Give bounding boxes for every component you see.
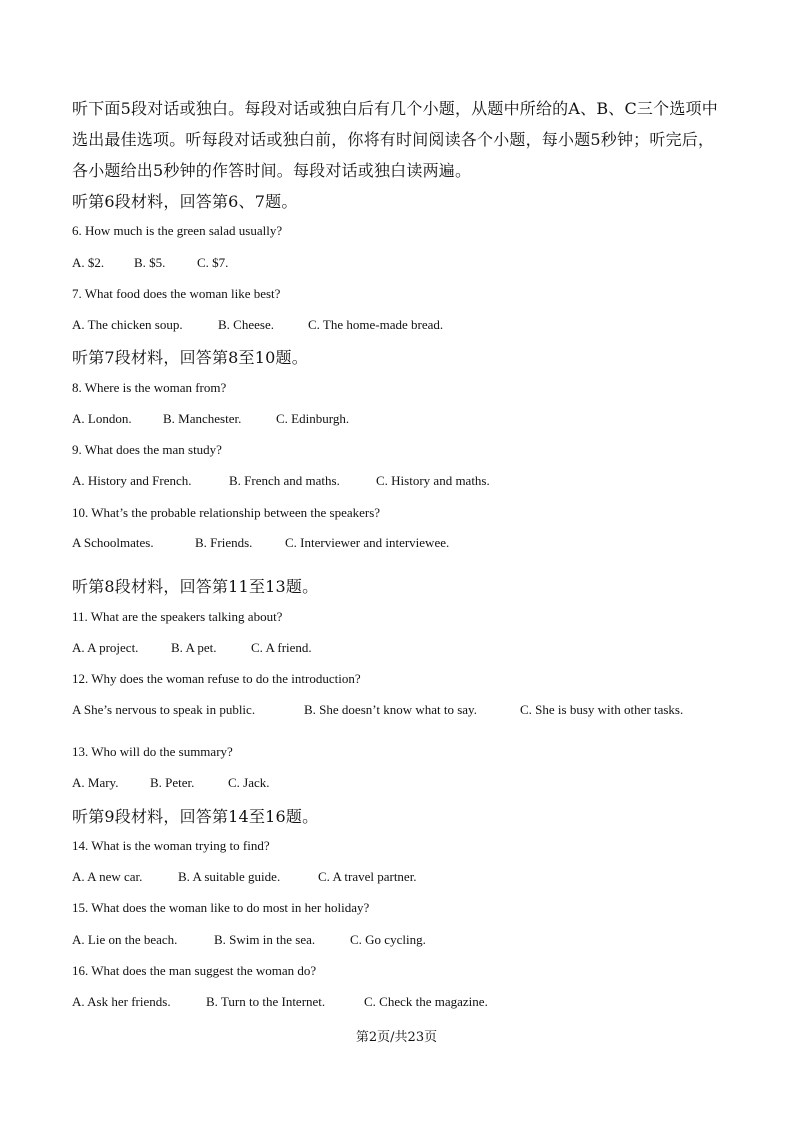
options-15 xyxy=(72,932,426,948)
options-16 xyxy=(72,994,488,1010)
option-b: B. She doesn’t know what to say. xyxy=(304,702,477,717)
option-a: A. A project. xyxy=(72,640,139,655)
option-c: C. She is busy with other tasks. xyxy=(520,702,684,717)
option-b: B. French and maths. xyxy=(229,473,340,488)
options-12 xyxy=(72,702,683,718)
option-b: B. $5. xyxy=(134,255,166,270)
section-heading: 听第9段材料，回答第14至16题。 xyxy=(72,807,319,826)
question-15: 15. What does the woman like to do most in her holiday? xyxy=(72,900,370,915)
option-b: B. Peter. xyxy=(150,775,195,790)
options-6 xyxy=(72,255,228,271)
question-6: 6. How much is the green salad usually? xyxy=(72,223,283,238)
option-a: A Schoolmates. xyxy=(72,535,154,550)
option-c: C. Edinburgh. xyxy=(276,411,350,426)
page-footer: 第2页/共23页 xyxy=(355,1030,438,1045)
option-a: A. Lie on the beach. xyxy=(72,932,178,947)
option-b: B. Swim in the sea. xyxy=(214,932,316,947)
option-c: C. A travel partner. xyxy=(318,869,417,884)
option-b: B. A suitable guide. xyxy=(178,869,281,884)
options-14 xyxy=(72,869,417,885)
option-a: A. Ask her friends. xyxy=(72,994,171,1009)
options-10 xyxy=(72,535,449,551)
section-heading: 听第7段材料，回答第8至10题。 xyxy=(72,348,308,367)
option-b: B. Turn to the Internet. xyxy=(206,994,326,1009)
question-16: 16. What does the man suggest the woman do? xyxy=(72,963,317,978)
question-7: 7. What food does the woman like best? xyxy=(72,286,281,301)
options-7 xyxy=(72,317,443,333)
section-heading: 听第6段材料，回答第6、7题。 xyxy=(72,192,298,211)
option-a: A. A new car. xyxy=(72,869,143,884)
question-11: 11. What are the speakers talking about? xyxy=(72,609,283,624)
options-11 xyxy=(72,640,312,656)
option-c: C. The home-made bread. xyxy=(308,317,444,332)
option-c: C. Interviewer and interviewee. xyxy=(285,535,450,550)
question-12: 12. Why does the woman refuse to do the introduction? xyxy=(72,671,361,686)
option-c: C. Go cycling. xyxy=(350,932,426,947)
intro-line-3: 各小题给出5秒钟的作答时间。每段对话或独白读两遍。 xyxy=(72,161,472,180)
question-13: 13. Who will do the summary? xyxy=(72,744,233,759)
option-a: A. History and French. xyxy=(72,473,192,488)
option-b: B. Friends. xyxy=(195,535,253,550)
options-8 xyxy=(72,411,349,427)
option-b: B. Manchester. xyxy=(163,411,242,426)
intro-line-1: 听下面5段对话或独白。每段对话或独白后有几个小题，从题中所给的A、B、C三个选项中 xyxy=(72,99,718,118)
question-10: 10. What’s the probable relationship between the speakers? xyxy=(72,505,381,520)
section-heading: 听第8段材料，回答第11至13题。 xyxy=(72,577,319,596)
option-a: A She’s nervous to speak in public. xyxy=(72,702,256,717)
option-a: A. The chicken soup. xyxy=(72,317,183,332)
question-14: 14. What is the woman trying to find? xyxy=(72,838,270,853)
option-a: A. Mary. xyxy=(72,775,119,790)
option-a: A. $2. xyxy=(72,255,105,270)
question-8: 8. Where is the woman from? xyxy=(72,380,227,395)
option-b: B. A pet. xyxy=(171,640,217,655)
option-c: C. Jack. xyxy=(228,775,270,790)
options-9 xyxy=(72,473,490,489)
option-b: B. Cheese. xyxy=(218,317,274,332)
option-c: C. A friend. xyxy=(251,640,312,655)
option-c: C. History and maths. xyxy=(376,473,490,488)
options-13 xyxy=(72,775,270,791)
question-9: 9. What does the man study? xyxy=(72,442,222,457)
option-a: A. London. xyxy=(72,411,132,426)
intro-line-2: 选出最佳选项。听每段对话或独白前，你将有时间阅读各个小题，每小题5秒钟；听完后， xyxy=(72,130,715,149)
option-c: C. $7. xyxy=(197,255,229,270)
option-c: C. Check the magazine. xyxy=(364,994,488,1009)
